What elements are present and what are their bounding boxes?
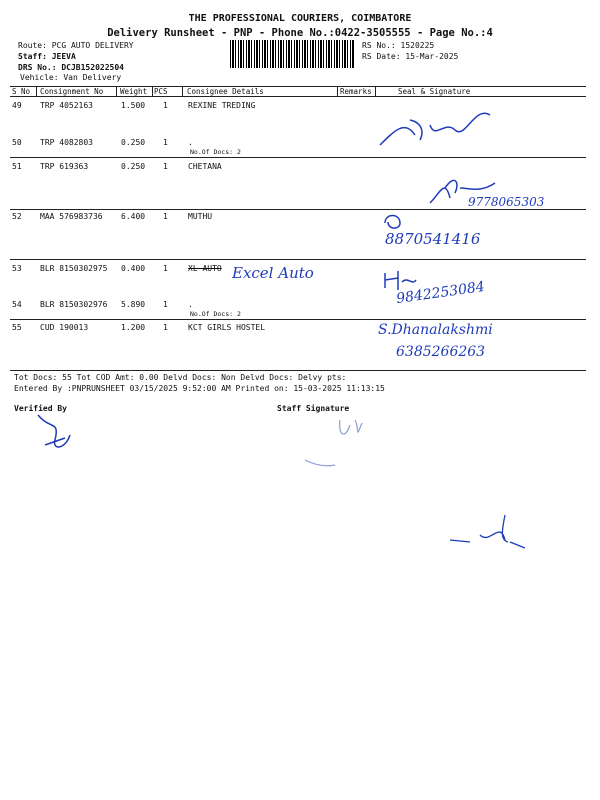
cell-consignment: BLR 8150302975	[40, 264, 108, 273]
verified-signature	[30, 410, 80, 455]
handwritten-phone: 8870541416	[385, 230, 481, 248]
route-label: Route: PCG AUTO DELIVERY	[18, 41, 134, 50]
cell-sno: 54	[12, 300, 22, 309]
staff-signature	[300, 415, 370, 475]
cell-weight: 1.200	[121, 323, 146, 332]
cell-pcs: 1	[163, 323, 168, 332]
rs-date: RS Date: 15-Mar-2025	[362, 52, 459, 61]
cell-sno: 55	[12, 323, 22, 332]
cell-sno: 53	[12, 264, 22, 273]
barcode	[230, 40, 355, 68]
cell-weight: 0.400	[121, 264, 146, 273]
cell-weight: 5.890	[121, 300, 146, 309]
handwritten-phone: 9842253084	[395, 278, 486, 308]
cell-consignee: .	[188, 138, 193, 147]
cell-consignee: KCT GIRLS HOSTEL	[188, 323, 266, 332]
vehicle-label: Vehicle: Van Delivery	[20, 73, 122, 82]
verified-by-label: Verified By	[14, 404, 67, 413]
cell-consignment: MAA 576983736	[40, 212, 103, 221]
cell-consignment: TRP 619363	[40, 162, 89, 171]
signature-row-52	[380, 208, 410, 233]
col-consignment-header: Consignment No	[40, 87, 104, 96]
col-consignee-header: Consignee Details	[187, 87, 264, 96]
col-remarks-header: Remarks	[340, 87, 372, 96]
cell-weight: 6.400	[121, 212, 146, 221]
entered-by-line: Entered By :PNPRUNSHEET 03/15/2025 9:52:00 AM Printed on: 15-03-2025 11:13:15	[14, 384, 385, 393]
cell-sno: 50	[12, 138, 22, 147]
cell-docs-note: No.Of Docs: 2	[190, 148, 241, 156]
cell-weight: 0.250	[121, 162, 146, 171]
staff-label: Staff: JEEVA	[18, 52, 76, 61]
handwritten-phone: 6385266263	[396, 344, 486, 360]
cell-consignment: TRP 4082803	[40, 138, 93, 147]
cell-consignee: XL AUTO	[188, 264, 222, 273]
col-pcs-header: PCS	[154, 87, 168, 96]
page-scribble	[440, 510, 530, 550]
cell-consignee: MUTHU	[188, 212, 213, 221]
totals-line: Tot Docs: 55 Tot COD Amt: 0.00 Delvd Docs: Non Delvd Docs: Delvy pts:	[14, 373, 347, 382]
rs-number: RS No.: 1520225	[362, 41, 435, 50]
col-weight-header: Weight	[120, 87, 148, 96]
col-sno-header: S No	[12, 87, 31, 96]
cell-pcs: 1	[163, 264, 168, 273]
drs-number: DRS No.: DCJB152022504	[18, 63, 124, 72]
cell-sno: 52	[12, 212, 22, 221]
signature-row-49	[375, 100, 505, 155]
signature-row-53	[380, 268, 420, 293]
runsheet-title: Delivery Runsheet - PNP - Phone No.:0422-3505555 - Page No.:4	[107, 27, 493, 39]
cell-consignment: CUD 190013	[40, 323, 89, 332]
company-title: THE PROFESSIONAL COURIERS, COIMBATORE	[188, 13, 412, 24]
cell-docs-note: No.Of Docs: 2	[190, 310, 241, 318]
cell-sno: 51	[12, 162, 22, 171]
cell-pcs: 1	[163, 162, 168, 171]
cell-consignment: TRP 4052163	[40, 101, 93, 110]
col-signature-header: Seal & Signature	[398, 87, 471, 96]
handwritten-phone: 9778065303	[468, 195, 545, 209]
cell-consignee: CHETANA	[188, 162, 222, 171]
cell-consignment: BLR 8150302976	[40, 300, 108, 309]
signature-row-51	[425, 168, 505, 208]
cell-pcs: 1	[163, 300, 168, 309]
cell-consignee: REXINE TREDING	[188, 101, 256, 110]
staff-signature-label: Staff Signature	[277, 404, 350, 413]
handwritten-name: S.Dhanalakshmi	[378, 322, 493, 338]
cell-weight: 1.500	[121, 101, 146, 110]
cell-pcs: 1	[163, 212, 168, 221]
cell-pcs: 1	[163, 138, 168, 147]
handwritten-excel-auto: Excel Auto	[232, 264, 314, 282]
cell-sno: 49	[12, 101, 22, 110]
cell-consignee: .	[188, 300, 193, 309]
cell-weight: 0.250	[121, 138, 146, 147]
cell-pcs: 1	[163, 101, 168, 110]
